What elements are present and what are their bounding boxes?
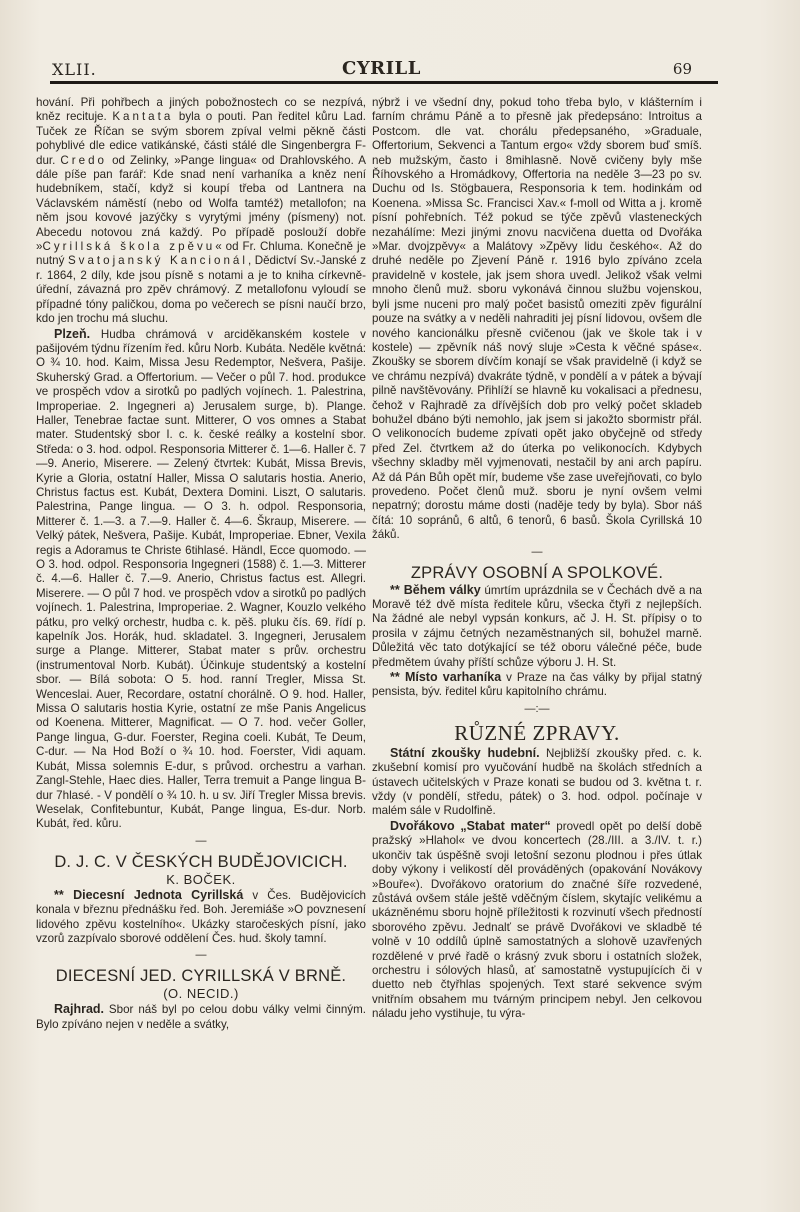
paragraph-behem-valky xyxy=(372,583,702,670)
right-column xyxy=(372,96,702,1022)
volume-number: XLII. xyxy=(52,60,97,79)
section-heading-ruzne-zpravy: RŮZNÉ ZPRAVY. xyxy=(454,720,620,745)
section-separator: —:— xyxy=(524,702,550,715)
text-run: byla o pouti. Pan ředitel kůru Lad. Tuček ze Říčan se svým sborem zpíval velmi pěkně části pohyblivé dle edice vatikánské, části stálé dle Singenbergra F-dur. xyxy=(36,110,366,167)
left-column xyxy=(36,96,366,1032)
paragraph-text: v Čes. Budějovicích konala v březnu přednášku řed. Boh. Jeremiáše »O povznesení lidového zpěvu kostelního«. Ukázky staročeských písní, jako vzorů zazpívalo sborové oddělení Čes. hud. školy tamní. xyxy=(36,888,366,945)
emphasis-kancional: Svatojanský Kancionál xyxy=(67,254,248,268)
paragraph-text: v Praze na čas války by přijal statný pensista, býv. ředitel kůru kapitolního chrámu. xyxy=(372,671,702,699)
section-heading-brno: DIECESNÍ JED. CYRILLSKÁ V BRNĚ. xyxy=(55,967,347,986)
text-run: hování. Při pohřbech a jiných pobožnostech co se nezpívá, kněz recituje. xyxy=(36,96,366,124)
run-in-heading: ** Diecesní Jednota Cyrillská xyxy=(54,887,244,902)
paragraph-text: Hudba chrámová v arciděkanském kostele v pašijovém týdnu řízením řed. kůru Norb. Kubáta. Neděle květná: O ¾ 10. hod. Kaim, Missa Jesu Redemptor, Nešvera, Pašije. Skuherský Grad. a Offertorium. — Večer o půl 7. hod. produkce ve prospěch vdov a sirotků po padlých vojínech. 1. Palestrina, Improperiae. 2. Ingegneri a) Jerusalem surge, b). Plange. Haller, Tenebrae factae sunt. Mitterer, O vos omnes a Stabat mater. Studentský sbor I. c. k. české reálky a kostelní sbor. Středa: o 3. hod. odpol. Responsoria Mitterer č. 1—6. Haller č. 7—9. Anerio, Miserere. — Zelený čtvrtek: Kubát, Missa Brevis, Kyrie a Gloria, ostatní Haller, Missa O salutaris hostia. Anerio, Christus factus est. Kubát, Dextera Domini. Liszt, O salutaris. Palestrina, Pange lingua. — O 3. h. odpol. Responsoria, Mitterer č. 1.—3. a 7.—9. Haller č. 4—6. Škraup, Miserere. — Velký pátek, Nešvera, Pašije. Kubát, Improperiae. Ebner, Vexila regis a Adoramus te Christe 6tihlasé. Händl, Ecce quomodo. — O 3. hod. odpol. Responsoria Ingegneri (1588) č. 1.—3. Mitterer č. 4.—6. Haller č. 7.—9. Anerio, Christus factus est. Allegri. Miserere. — O půl 7 hod. ve prospěch vdov a sirotků po padlých vojínech. 1. Palestrina, Improperiae. 2. Wagner, Kouzlo velkého pátku, pro velký orchestr, hudba c. k. pěš. pluku čís. 69. řídí p. kapelník Jos. Horák, hud. skladatel. 3. Ingegneri, Jerusalem surge a Plange. Mitterer, Stabat mater s prův. orchestru (instrumentoval Norb. Kubát). Účinkuje studentský a kostelní sbor. — Bílá sobota: O 5. hod. ranní Tregler, Missa St. Wenceslai. Auer, Recordare, ostatní chorálně. O 9. hod. Haller, Missa O salutaris hostia Kyrie, ostatní ze mše Panis Angelicus od Koenena. Mitterer, Magnificat. — O 7. hod. večer Goller, Pange lingua, G-dur. Foerster, Regina coeli. Kubát, Te Deum, C-dur. — Na Hod Boží o ¾ 10. hod. Foerster, Vidi aquam. Kubát, Missa solemnis E-dur, s průvod. orchestru a varhan. Zangl-Stehle, Haec dies. Haller, Terra tremuit a Pange lingua B-dur 7hlasé. - V pondělí o ¾ 10. h. u sv. Jiří Tregler Missa brevis. Weselak, Confitebuntur, Kubát, Pange lingua, Es-dur. Norb. Kubát, řed. kůru. xyxy=(36,327,366,831)
paragraph-diecesni-jednota xyxy=(36,888,366,947)
section-separator: — xyxy=(531,545,543,558)
text-run: , Dědictví Sv.-Janské z r. 1864, 2 díly, kde jsou písně s notami a je to kniha církevně-úřední, závazná pro zpěv chrámový. Z metallofonu vyloudí se případné tóny paličkou, doma po večerech se písni naučí brzo, kdo jen trochu má sluchu. xyxy=(36,254,366,326)
paragraph-text: Nejbližší zkoušky před. c. k. zkušební komisí pro vyučování hudbě na školách středních a ústavech učitelských v Praze konati se budou od 3. května t. r. vždy (v pondělí, středu, pátek) o 3. hod. odpol. počínaje v malém sále v Rudolfině. xyxy=(372,746,702,818)
run-in-heading: ** Místo varhaníka xyxy=(390,670,502,685)
run-in-heading: Rajhrad. xyxy=(54,1002,105,1017)
paragraph-continuation xyxy=(36,96,366,327)
run-in-heading: Státní zkoušky hudební. xyxy=(390,745,540,760)
text-run: od Zelinky, »Pange lingua« od Drahlovského. A dále píše pan farář: Kde snad není varhaníka a kněz není hudebníkem, stačí, když si koupí třeba od Lantnera na Václavském náměstí (nebo od Wolfa tamtéž) metallofon; na něm jsou kovové jazýčky s vyrytými jmény (písmeny) not. Abecedu notovou zná každý. Po případě poslouží dobře » xyxy=(36,153,366,254)
journal-title: CYRILL xyxy=(342,58,421,79)
paragraph-rajhrad xyxy=(36,1002,366,1032)
section-author: (O. NECID.) xyxy=(163,986,239,1002)
section-heading-budejovice: D. J. C. V ČESKÝCH BUDĚJOVICICH. xyxy=(54,852,348,871)
paragraph-misto-varhanika xyxy=(372,670,702,700)
emphasis-book-title: Cyrillská škola zpěvu xyxy=(42,240,216,254)
paragraph-rajhrad-continued xyxy=(372,96,702,543)
paragraph-text: nýbrž i ve všední dny, pokud toho třeba bylo, v klášterním i farním chrámu Páně a to přesně jak předepsáno: Introitus a Postcom. dle vat. chorálu předepsaného, »Graduale, Offertorium, Sekvenci a Tantum ergo« vždy sborem buď smíš. neb mužským, často i 8mihlasně. Nově cvičeny byly mše Říhovského a Hromádkovy, Offertoria na neděle 3—23 po sv. Duchu od Is. Stögbauera, Responsoria k tem. hodinkám od Koenena. »Missa Sc. Francisci Xav.« f-moll od Witta a j. kromě písní pohřebních. Též pokud se týče zpěvů vlasteneckých nezahálíme: Mezi jinými znovu nacvičena duetta od Dvořáka »Mar. dvojzpěvy« a Malátovy »Zpěvy lidu českého«. Až do druhé neděle po Zjevení Páně r. 1916 bylo zpíváno zcela pravidelně v kostele, jak jsem shora uvedl. Jelikož však velmi mnoho členů muž. sboru vykonává činnou službu vojenskou, byli jsme nuceni pro malý počet basistů omeziti zpěv figurální pouze na svátky a v neděli nahraditi jej písní lidovou, ovšem dle nového kancionálku přesně cvičenou (jak ve škole tak i v kostele) — zpěvník náš nový sluje »Cesta k věčné spáse«. Zkoušky se sborem dívčím konají se však pravidelně (i když se ve chrámu nezpívá) dvakráte týdně, v pondělí a v pátek a bývají pilně navštěvovány. Přihlíží se hlavně ku vokalisaci a přednesu, čehož v Rajhradě za dřívějších dob pro velký počet skladeb bohužel dbáno býti nemohlo, jak jsem si jakožto sbormistr přál. O velikonocích budeme zpívati opět jako obyčejně od středy před Zel. čtvrtkem až do úterka po velikonocích. Kdybych všechny skladby měl vyjmenovati, nestačil by ani arch papíru. Až dá Pán Bůh opět mír, budeme vše zase uveřejňovati, co bylo provedeno. Počet členů muž. sboru je nyní ovšem velmi nepatrný; dorostu máme dosti (naděje tedy by byla). Sbor náš čítá: 10 sopránů, 6 altů, 6 tenorů, 6 basů. Škola Cyrillská 10 žáků. xyxy=(372,96,702,542)
paragraph-text: provedl opět po delší době pražský »Hlahol« ve dvou koncertech (28./III. a 3./IV. t. r.) ukončiv tak úspěšně svoji letošní sezonu plodnou i přes útlak doby výkony i velikostí děl prováděných (opakování Novákovy »Bouře«). Dvořákovo oratorium do značné šíře rozvedené, zůstává ovšem stále ještě vděčným číslem, skytajíc velikému a ukázněnému sboru hojně příležitosti k rozvinutí všech předností sborového zpěvu. Jednalť se právě Dvořákovi ve skladbě té volně v 10 oddílů úplně samostatných a slohově uzavřených rozdělené v prvé řadě o krásný zvuk sboru i ostatních složek, orchestru i sólových hlasů, ať samostatně vystupujících či v duetto neb čtyřhlas spojených. Text staré sekvence svým vnitřním obsahem mu tvárným principem nebyl. Jen celkovou náladu jeho vystihuje, tu výra- xyxy=(372,819,702,1021)
run-in-heading: Plzeň. xyxy=(54,326,91,341)
running-header xyxy=(52,58,714,82)
section-author: K. BOČEK. xyxy=(166,871,236,887)
emphasis-kantata: Kantata xyxy=(112,110,174,124)
page-number: 69 xyxy=(672,60,692,78)
paragraph-plzen xyxy=(36,327,366,832)
text-run: « od Fr. Chluma. Konečně je nutný xyxy=(36,240,366,268)
section-separator: — xyxy=(195,834,207,847)
emphasis-credo: Credo xyxy=(60,153,107,167)
paragraph-text: Sbor náš byl po celou dobu války velmi činným. Bylo zpíváno nejen v neděle a svátky, xyxy=(36,1003,366,1031)
paragraph-stabat-mater xyxy=(372,819,702,1022)
header-rule xyxy=(50,81,718,84)
section-separator: — xyxy=(195,949,207,962)
section-heading-zpravy-osobni: ZPRÁVY OSOBNÍ A SPOLKOVÉ. xyxy=(410,563,664,582)
run-in-heading: Dvořákovo „Stabat mater“ xyxy=(390,818,551,833)
paragraph-text: úmrtím uprázdnila se v Čechách dvě a na Moravě též dvě místa ředitele kůru, všecka čtyři z nejlepších. Na žádné ale nebyl vypsán konkurs, ač J. H. St. přípisy o to prosila v zájmu četných nezaměstnaných sil, bohužel marně. Důležitá věc tato dotýkající se též oboru válečné péče, bude předmětem úvahy příští schůze výboru J. H. St. xyxy=(372,583,702,669)
paragraph-statni-zkousky xyxy=(372,746,702,819)
run-in-heading: ** Během války xyxy=(390,582,481,597)
